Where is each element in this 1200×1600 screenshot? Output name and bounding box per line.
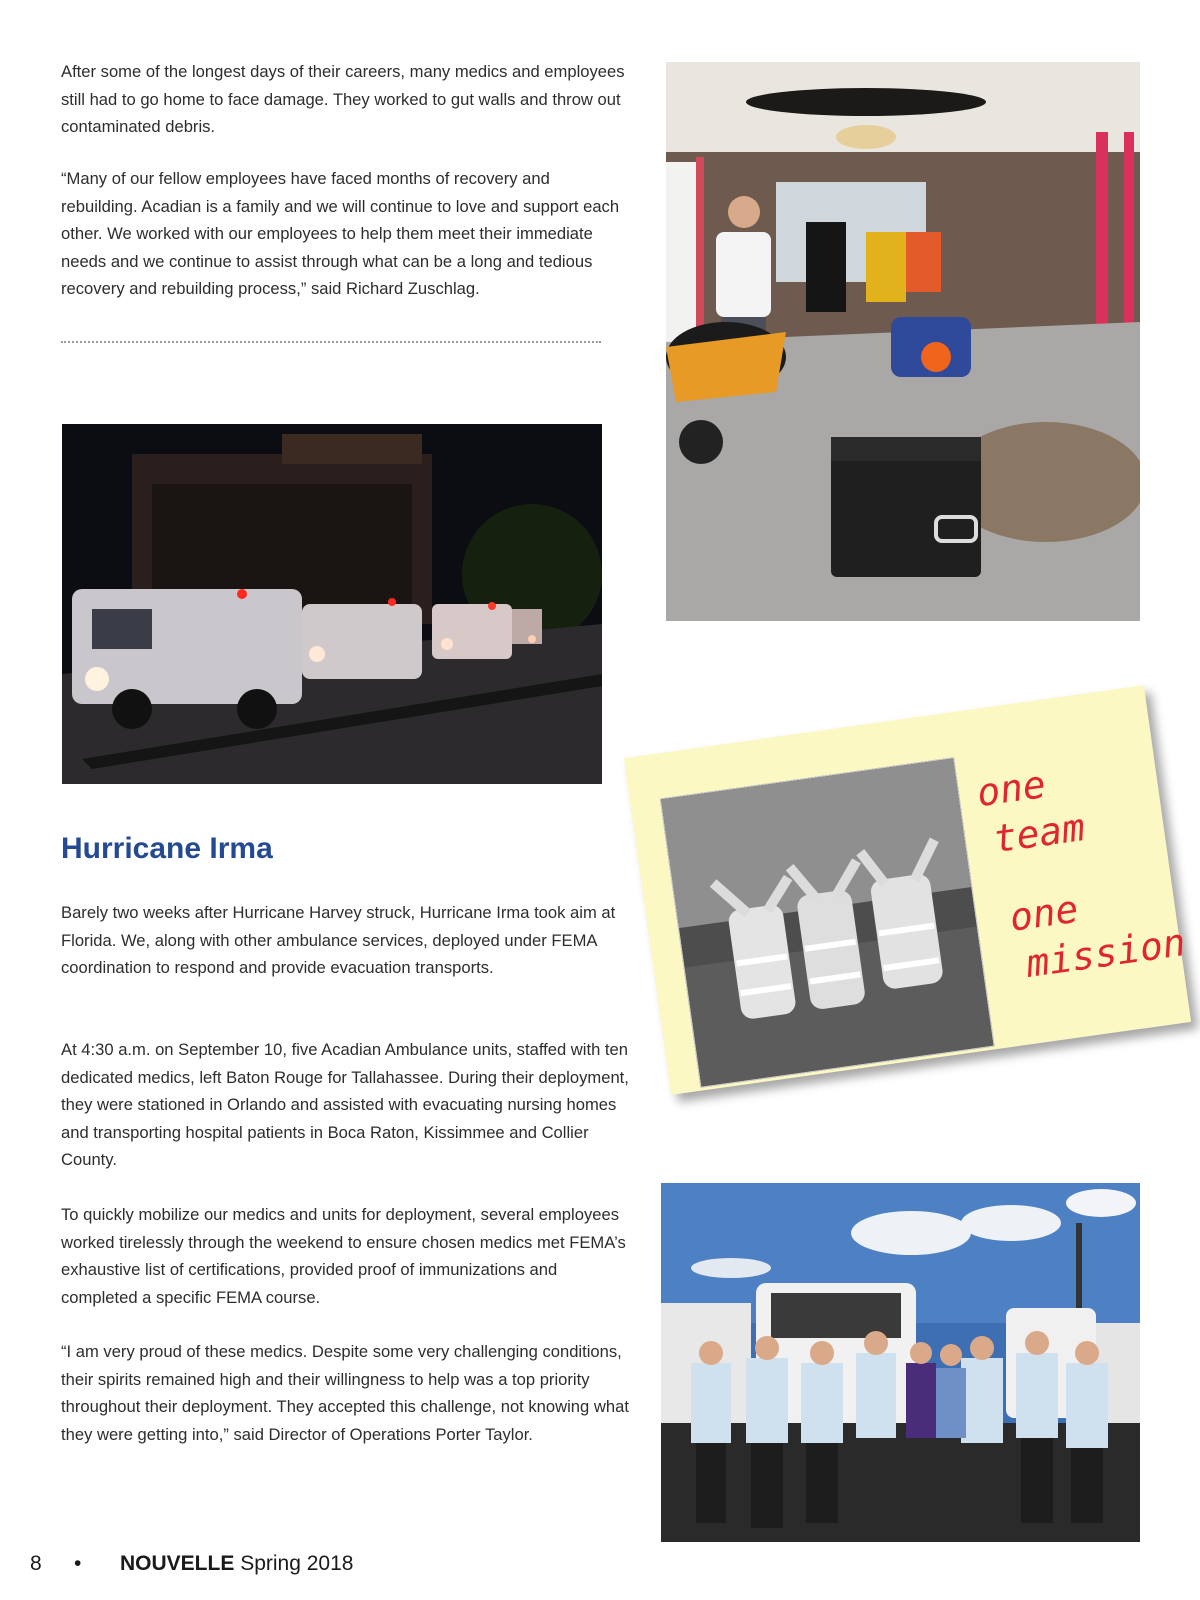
issue-label: Spring 2018 <box>240 1552 354 1575</box>
deployment-paragraph: At 4:30 a.m. on September 10, five Acadian Ambulance units, staffed with ten dedicated medics, left Baton Rouge for Tallahassee. During their deployment, they were stationed in Orlando and assisted with evacuating nursing homes and transporting hospital patients in Boca Raton, Kissimmee and Collier County. <box>61 1040 629 1169</box>
page-number: 8 <box>30 1552 42 1575</box>
quote-paragraph-zuschlag: “Many of our fellow employees have faced months of recovery and rebuilding. Acadian is a family and we will continue to love and support each other. We worked with our employees to help them meet their immediate needs and we continue to assist through what can be a long and tedious recovery and rebuilding process,” said Richard Zuschlag. <box>61 169 620 298</box>
team-group-photo <box>661 1183 1140 1542</box>
footer-bullet: • <box>74 1552 82 1575</box>
note-line-team: team <box>990 804 1088 862</box>
intro-paragraph: After some of the longest days of their careers, many medics and employees still had to go home to face damage. They worked to gut walls and throw out contaminated debris. <box>61 62 625 136</box>
note-line-one-second: one <box>1006 886 1081 940</box>
irma-intro-paragraph: Barely two weeks after Hurricane Harvey struck, Hurricane Irma took aim at Florida. We, along with other ambulance services, deployed under FEMA coordination to respond and provide evacuation transports. <box>61 903 616 977</box>
team-mission-note <box>624 685 1191 1095</box>
mobilization-paragraph: To quickly mobilize our medics and units for deployment, several employees worked tirelessly through the weekend to ensure chosen medics met FEMA’s exhaustive list of certifications, provided proof of immunizations and completed a specific FEMA course. <box>61 1205 626 1307</box>
dotted-divider <box>61 341 601 343</box>
quote-paragraph-taylor: “I am very proud of these medics. Despite some very challenging conditions, their spirits remained high and their willingness to help was a top priority throughout their deployment. They accepted this challenge, not knowing what they were getting into,” said Director of Operations Porter Taylor. <box>61 1342 629 1444</box>
note-line-mission: mission <box>1023 920 1189 986</box>
page-footer <box>30 1552 353 1576</box>
house-cleanup-photo <box>666 62 1140 621</box>
note-line-one: one <box>974 762 1049 816</box>
ambulance-convoy-night-photo <box>62 424 602 784</box>
section-heading: Hurricane Irma <box>61 832 273 865</box>
publication-name: NOUVELLE <box>120 1552 235 1575</box>
medics-raised-arms-photo <box>660 757 995 1087</box>
